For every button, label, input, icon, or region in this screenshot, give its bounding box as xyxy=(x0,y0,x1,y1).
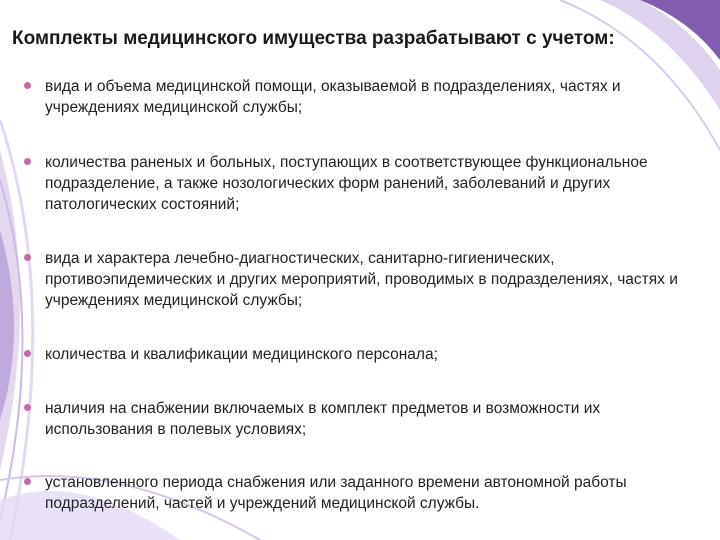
list-item-text: установленного периода снабжения или заданного времени автономной работы подразделений, частей и учреждений медицинской службы. xyxy=(45,474,627,512)
bullet-icon xyxy=(24,82,31,89)
bullet-icon xyxy=(24,350,31,357)
bullet-icon xyxy=(24,158,31,165)
list-item-text: количества и квалификации медицинского персонала; xyxy=(45,346,438,363)
bullet-icon xyxy=(24,478,31,485)
bullet-icon xyxy=(24,404,31,411)
list-item-text: наличия на снабжении включаемых в комплект предметов и возможности их использования в полевых условиях; xyxy=(45,400,601,438)
list-item-text: вида и характера лечебно-диагностических, санитарно-гигиенических, противоэпидемических и других мероприятий, проводимых в подразделениях, частях и учреждениях медицинской службы; xyxy=(45,250,678,309)
list-item-text: вида и объема медицинской помощи, оказываемой в подразделениях, частях и учреждениях медицинской службы; xyxy=(45,78,621,116)
list-item-text: количества раненых и больных, поступающих в соответствующее функциональное подразделение, а также нозологических форм ранений, заболеваний и других патологических состояний; xyxy=(45,154,648,213)
bullet-icon xyxy=(24,254,31,261)
page-title: Комплекты медицинского имущества разрабатывают с учетом: xyxy=(12,28,615,49)
